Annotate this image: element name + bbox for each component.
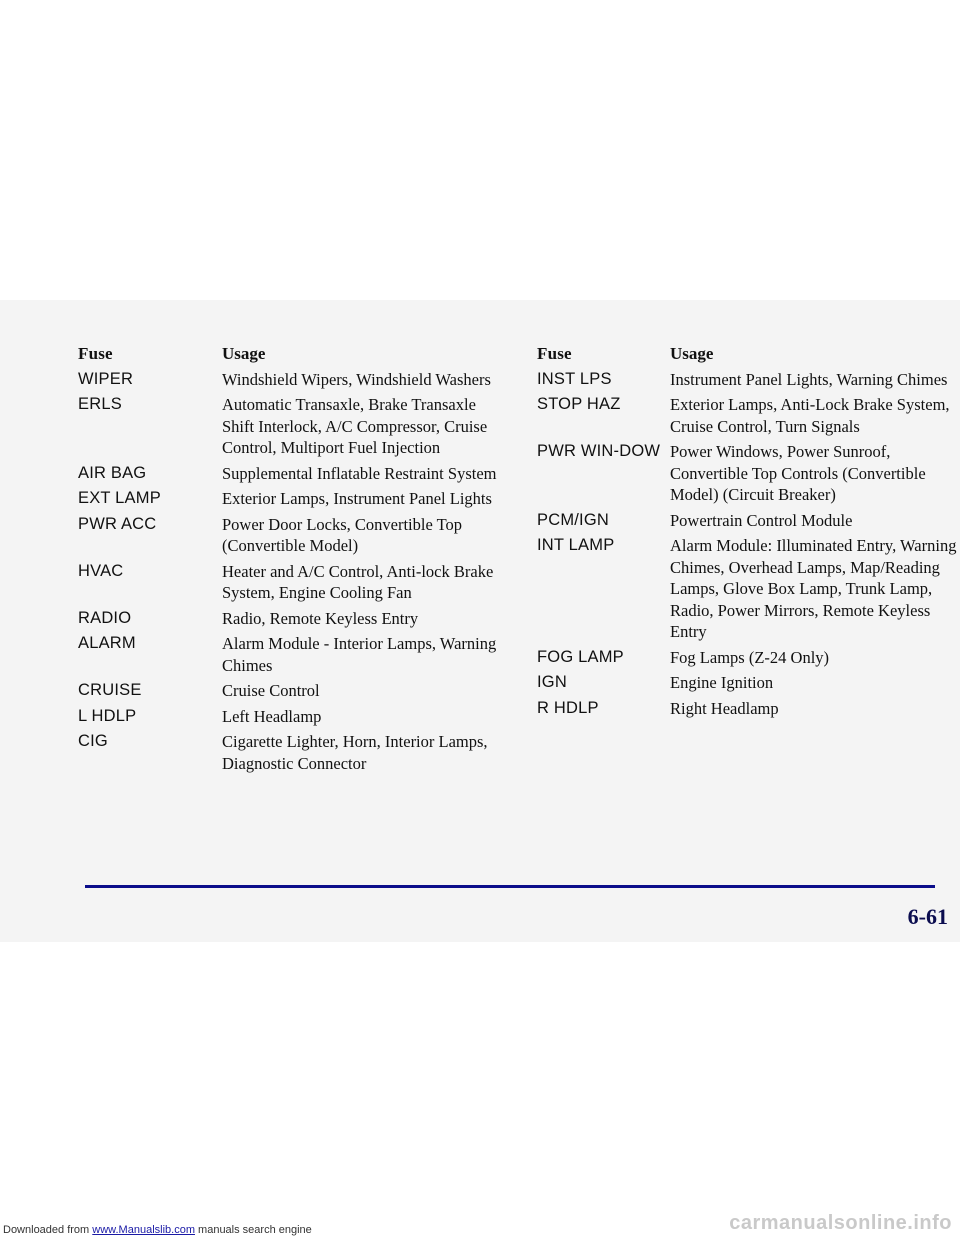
page-rule [85, 885, 935, 888]
download-footer [3, 1224, 312, 1236]
fuse-usage: Supplemental Inflatable Restraint System [222, 463, 497, 483]
fuse-name: CIG [78, 732, 108, 750]
watermark: carmanualsonline.info [729, 1212, 952, 1234]
table-row [537, 672, 957, 694]
fuse-usage: Alarm Module - Interior Lamps, Warning Chimes [222, 634, 497, 675]
fuse-usage: Left Headlamp [222, 706, 322, 726]
fuse-name: EXT LAMP [78, 489, 161, 507]
table-row [537, 394, 957, 437]
footer-prefix: Downloaded from [3, 1224, 93, 1236]
table-row [537, 698, 957, 720]
fuse-usage: Exterior Lamps, Instrument Panel Lights [222, 489, 492, 508]
fuse-usage: Radio, Remote Keyless Entry [222, 608, 419, 628]
fuse-name: ALARM [78, 634, 136, 652]
fuse-usage: Cigarette Lighter, Horn, Interior Lamps, Diagnostic Connector [222, 732, 488, 773]
fuse-usage: Engine Ignition [670, 673, 774, 692]
table-row [78, 706, 498, 728]
fuse-name: PWR ACC [78, 514, 157, 533]
manualslib-link[interactable]: www.Manualslib.com [92, 1224, 195, 1236]
page-number: 6-61 [907, 904, 948, 929]
fuse-usage: Alarm Module: Illuminated Entry, Warning Chimes, Overhead Lamps, Map/Reading Lamps, Glove Box Lamp, Trunk Lamp, Radio, Power Mirrors, Remote Keyless Entry [670, 536, 957, 641]
fuse-usage: Exterior Lamps, Anti-Lock Brake System, Cruise Control, Turn Signals [670, 395, 950, 436]
fuse-usage: Windshield Wipers, Windshield Washers [222, 369, 491, 389]
usage-column-header: Usage [670, 344, 714, 363]
fuse-usage: Powertrain Control Module [670, 510, 853, 530]
table-row [78, 369, 498, 391]
fuse-usage: Power Windows, Power Sunroof, Convertible Top Controls (Convertible Model) (Circuit Breaker) [670, 442, 926, 504]
fuse-name: CRUISE [78, 681, 142, 699]
usage-column-header: Usage [222, 344, 266, 363]
fuse-usage: Cruise Control [222, 681, 320, 700]
fuse-name: STOP HAZ [537, 395, 621, 413]
fuse-usage: Automatic Transaxle, Brake Transaxle Shift Interlock, A/C Compressor, Cruise Control, Multiport Fuel Injection [222, 395, 488, 457]
table-header [78, 343, 498, 365]
table-row [78, 561, 498, 604]
fuse-name: HVAC [78, 561, 124, 580]
fuse-name: WIPER [78, 369, 134, 388]
table-row [78, 463, 498, 485]
table-row [537, 369, 957, 391]
table-row [78, 608, 498, 630]
fuse-name: IGN [537, 673, 567, 691]
table-row [537, 510, 957, 532]
table-row [537, 441, 957, 506]
fuse-name: PCM/IGN [537, 510, 609, 529]
fuse-usage: Heater and A/C Control, Anti-lock Brake System, Engine Cooling Fan [222, 561, 494, 602]
table-row [537, 647, 957, 669]
fuse-column-header: Fuse [537, 344, 572, 363]
fuse-name: INT LAMP [537, 536, 615, 554]
fuse-name: FOG LAMP [537, 647, 624, 666]
fuse-name: L HDLP [78, 706, 137, 725]
fuse-table-left [78, 343, 498, 778]
fuse-usage: Right Headlamp [670, 698, 779, 718]
fuse-name: AIR BAG [78, 463, 147, 482]
fuse-usage: Power Door Locks, Convertible Top (Convertible Model) [222, 514, 463, 555]
table-row [78, 633, 498, 676]
table-row [537, 535, 957, 643]
table-row [78, 394, 498, 459]
fuse-name: INST LPS [537, 369, 612, 388]
table-header [537, 343, 957, 365]
table-row [78, 731, 498, 774]
fuse-usage: Instrument Panel Lights, Warning Chimes [670, 369, 948, 389]
table-row [78, 488, 498, 510]
fuse-name: PWR WIN-DOW [537, 442, 661, 460]
fuse-name: RADIO [78, 608, 132, 627]
fuse-name: ERLS [78, 395, 122, 413]
footer-suffix: manuals search engine [194, 1224, 312, 1236]
fuse-name: R HDLP [537, 698, 599, 717]
fuse-column-header: Fuse [78, 344, 113, 363]
table-row [78, 514, 498, 557]
fuse-usage: Fog Lamps (Z-24 Only) [670, 647, 830, 667]
table-row [78, 680, 498, 702]
fuse-table-right [537, 343, 957, 723]
